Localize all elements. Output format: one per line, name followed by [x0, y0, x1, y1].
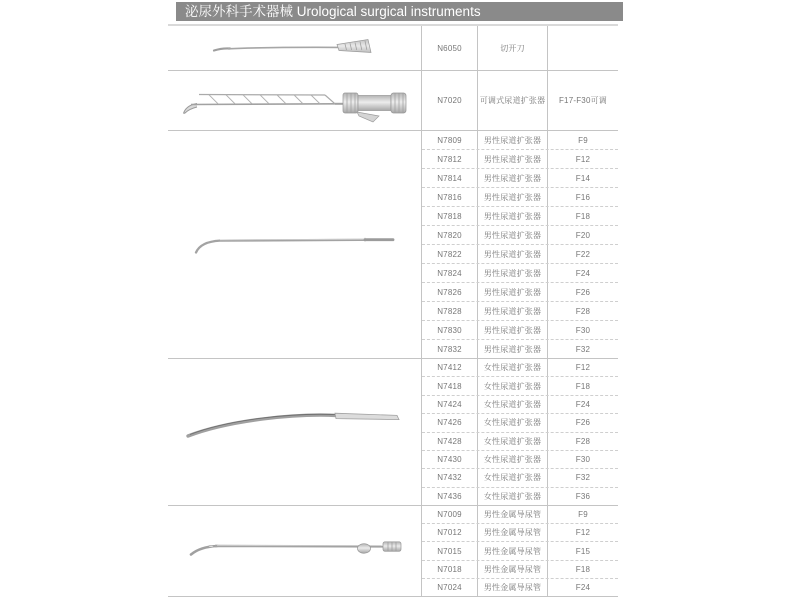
page-title: 泌尿外科手术器械 Urological surgical instruments	[176, 2, 623, 21]
product-code: N6050	[437, 43, 462, 53]
product-size: F28	[575, 306, 591, 316]
product-code: N7830	[437, 325, 462, 335]
product-description: 男性尿道扩张器	[477, 302, 548, 320]
product-code: N7812	[437, 154, 462, 164]
product-size: F30	[575, 455, 591, 465]
product-size: F17-F30可调	[558, 96, 608, 105]
table-row	[422, 432, 618, 450]
product-size: F30	[575, 325, 591, 335]
product-size: F18	[575, 564, 591, 574]
product-rows	[422, 359, 618, 505]
product-code: N7418	[437, 381, 462, 391]
product-code: N7814	[437, 173, 462, 183]
table-row	[422, 506, 618, 523]
product-group	[168, 358, 618, 505]
table-row	[422, 131, 618, 149]
product-size: F18	[575, 211, 591, 221]
product-code: N7820	[437, 230, 462, 240]
product-code: N7024	[437, 582, 462, 592]
product-description: 男性尿道扩张器	[477, 321, 548, 339]
table-row	[422, 578, 618, 596]
product-code: N7809	[437, 135, 462, 145]
incision-knife-icon	[210, 35, 380, 61]
table-row	[422, 339, 618, 358]
product-code: N7412	[437, 363, 462, 373]
product-code: N7824	[437, 268, 462, 278]
table-row	[422, 487, 618, 505]
product-code: N7828	[437, 306, 462, 316]
product-size: F18	[575, 381, 591, 391]
product-description: 男性尿道扩张器	[477, 340, 548, 358]
table-row	[422, 26, 618, 70]
table-row	[422, 168, 618, 187]
product-code: N7822	[437, 249, 462, 259]
product-code: N7826	[437, 287, 462, 297]
product-description: 女性尿道扩张器	[477, 359, 548, 376]
female-urethral-dilator-image-cell	[168, 359, 422, 505]
product-size: F15	[575, 546, 591, 556]
table-row	[422, 450, 618, 468]
product-size: F9	[578, 510, 588, 520]
table-row	[422, 71, 618, 130]
product-rows	[422, 71, 618, 130]
product-rows	[422, 131, 618, 358]
product-size: F16	[575, 192, 591, 202]
male-urethral-dilator-image-cell	[168, 131, 422, 358]
female-urethral-dilator-icon	[185, 410, 405, 440]
table-row	[422, 395, 618, 413]
product-code: N7428	[437, 436, 462, 446]
product-code: N7018	[437, 564, 462, 574]
table-row	[422, 225, 618, 244]
table-row	[422, 149, 618, 168]
product-description: 女性尿道扩张器	[477, 451, 548, 468]
male-urethral-dilator-icon	[193, 234, 397, 256]
product-description: 男性金属导尿管	[477, 524, 548, 541]
product-size	[548, 26, 618, 70]
product-description: 男性尿道扩张器	[477, 207, 548, 225]
product-code: N7426	[437, 418, 462, 428]
product-description: 女性尿道扩张器	[477, 377, 548, 394]
product-size: F26	[575, 418, 591, 428]
product-size: F20	[575, 230, 591, 240]
product-description: 女性尿道扩张器	[477, 469, 548, 486]
product-code: N7818	[437, 211, 462, 221]
male-metal-catheter-image-cell	[168, 506, 422, 596]
table-row	[422, 187, 618, 206]
product-code: N7432	[437, 473, 462, 483]
table-row	[422, 413, 618, 431]
product-code: N7012	[437, 528, 462, 538]
table-row	[422, 523, 618, 541]
product-description: 男性尿道扩张器	[477, 264, 548, 282]
table-row	[422, 560, 618, 578]
table-row	[422, 376, 618, 394]
product-group	[168, 130, 618, 358]
product-size: F26	[575, 287, 591, 297]
product-group	[168, 70, 618, 130]
product-size: F12	[575, 154, 591, 164]
product-description: 男性尿道扩张器	[477, 188, 548, 206]
product-code: N7020	[437, 96, 462, 105]
product-group	[168, 26, 618, 70]
product-code: N7015	[437, 546, 462, 556]
product-description: 女性尿道扩张器	[477, 414, 548, 431]
product-code: N7009	[437, 510, 462, 520]
product-description: 女性尿道扩张器	[477, 396, 548, 413]
product-description: 可调式尿道扩张器	[477, 71, 548, 130]
product-description: 男性金属导尿管	[477, 561, 548, 578]
product-code: N7436	[437, 491, 462, 501]
product-size: F12	[575, 528, 591, 538]
male-metal-catheter-icon	[187, 539, 403, 563]
product-size: F24	[575, 268, 591, 278]
product-size: F32	[575, 473, 591, 483]
product-description: 女性尿道扩张器	[477, 488, 548, 505]
product-description: 男性尿道扩张器	[477, 226, 548, 244]
table-row	[422, 263, 618, 282]
product-description: 女性尿道扩张器	[477, 433, 548, 450]
table-row	[422, 282, 618, 301]
product-size: F24	[575, 399, 591, 409]
product-size: F36	[575, 491, 591, 501]
incision-knife-image-cell	[168, 26, 422, 70]
catalog-table	[168, 24, 618, 597]
product-description: 男性尿道扩张器	[477, 169, 548, 187]
product-size: F14	[575, 173, 591, 183]
table-row	[422, 468, 618, 486]
table-row	[422, 320, 618, 339]
adjustable-urethral-dilator-image-cell	[168, 71, 422, 130]
product-description: 男性尿道扩张器	[477, 283, 548, 301]
product-code: N7832	[437, 344, 462, 354]
table-row	[422, 206, 618, 225]
table-row	[422, 301, 618, 320]
product-rows	[422, 26, 618, 70]
table-row	[422, 244, 618, 263]
product-code: N7430	[437, 455, 462, 465]
table-row	[422, 359, 618, 376]
product-size: F28	[575, 436, 591, 446]
adjustable-urethral-dilator-icon	[183, 76, 407, 126]
product-size: F24	[575, 582, 591, 592]
product-size: F9	[578, 135, 588, 145]
table-row	[422, 541, 618, 559]
product-description: 男性金属导尿管	[477, 579, 548, 596]
product-description: 男性尿道扩张器	[477, 245, 548, 263]
product-description: 切开刀	[477, 26, 548, 70]
product-rows	[422, 506, 618, 596]
product-description: 男性尿道扩张器	[477, 131, 548, 149]
product-description: 男性尿道扩张器	[477, 150, 548, 168]
product-code: N7424	[437, 399, 462, 409]
product-group	[168, 505, 618, 596]
product-code: N7816	[437, 192, 462, 202]
product-size: F32	[575, 344, 591, 354]
product-description: 男性金属导尿管	[477, 506, 548, 523]
product-size: F12	[575, 363, 591, 373]
product-size: F22	[575, 249, 591, 259]
product-description: 男性金属导尿管	[477, 542, 548, 559]
